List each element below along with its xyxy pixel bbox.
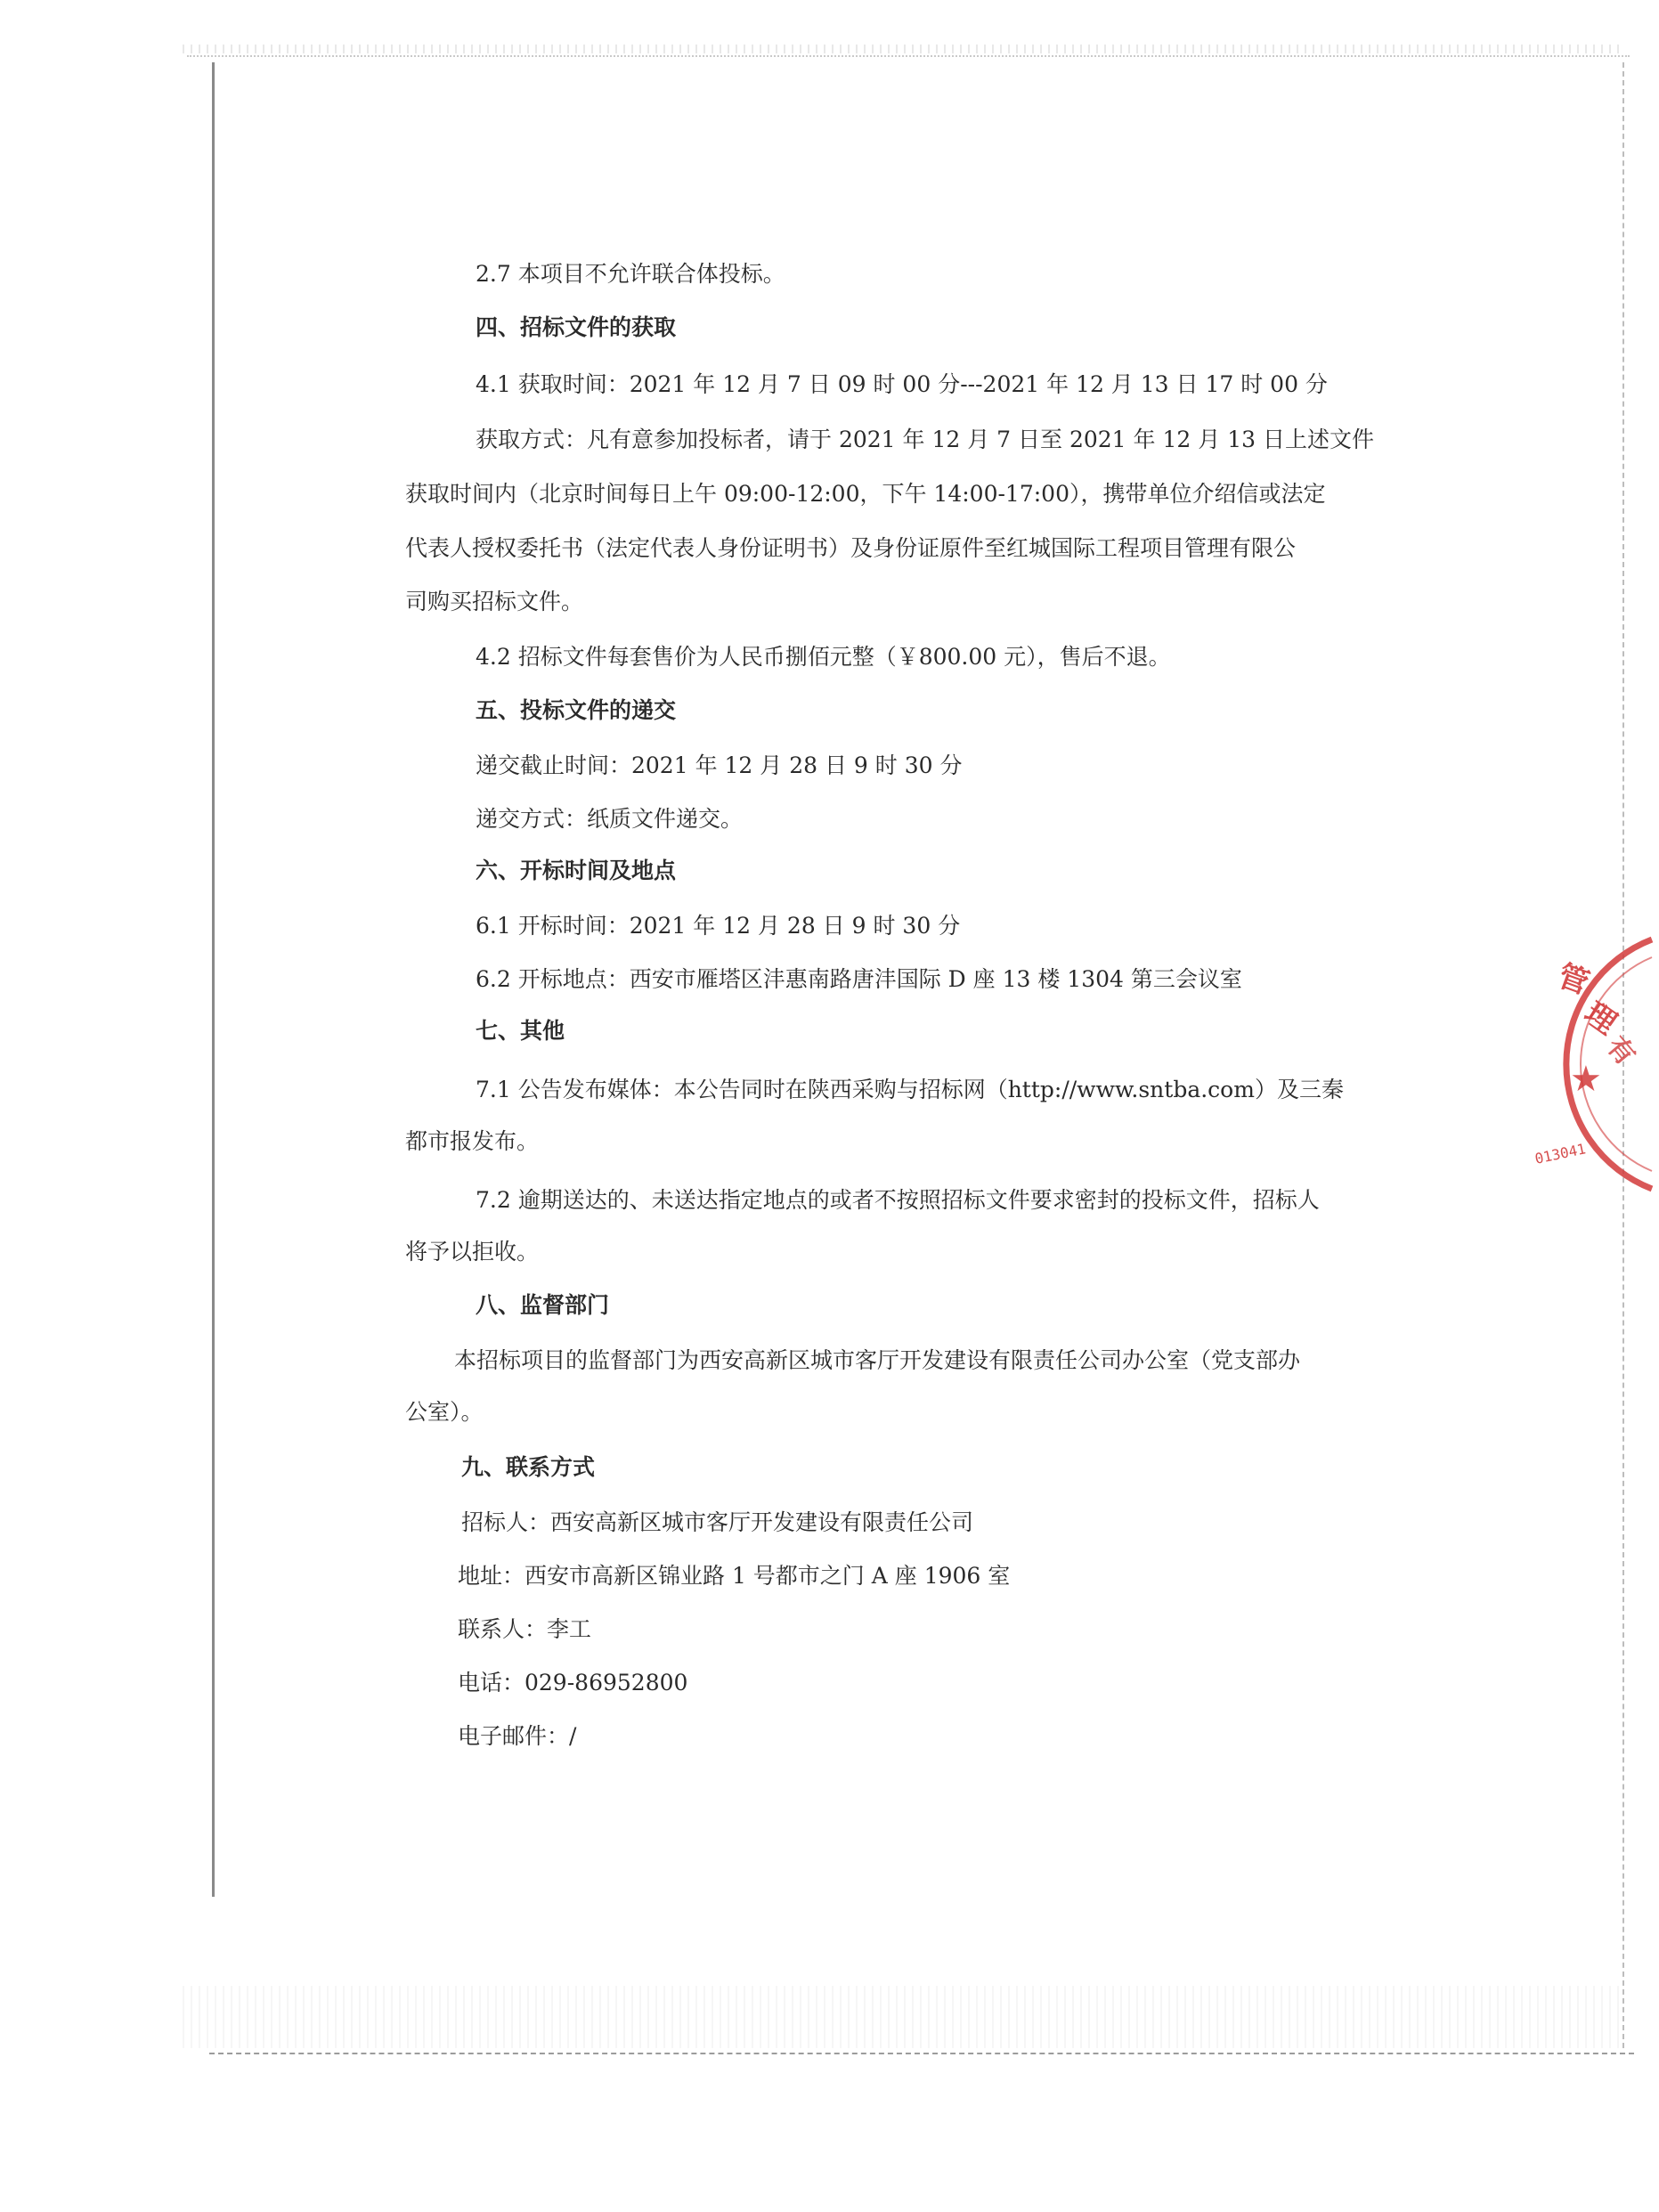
clause-8-line-1: 本招标项目的监督部门为西安高新区城市客厅开发建设有限责任公司办公室（党支部办 <box>454 1347 1301 1373</box>
section-heading-4: 四、招标文件的获取 <box>476 314 677 340</box>
clause-6-2: 6.2 开标地点：西安市雁塔区沣惠南路唐沣国际 D 座 13 楼 1304 第三会议室 <box>476 966 1242 992</box>
contact-phone: 电话：029-86952800 <box>458 1670 688 1696</box>
clause-4-method-line-1: 获取方式：凡有意参加投标者，请于 2021 年 12 月 7 日至 2021 年 12 月 13 日上述文件 <box>476 427 1374 452</box>
svg-text:管: 管 <box>1552 957 1594 1003</box>
section-heading-7: 七、其他 <box>476 1018 565 1044</box>
section-heading-5: 五、投标文件的递交 <box>476 697 677 723</box>
svg-text:★: ★ <box>1570 1059 1602 1100</box>
section-heading-8: 八、监督部门 <box>476 1292 610 1318</box>
clause-7-2-line-1: 7.2 逾期送达的、未送达指定地点的或者不按照招标文件要求密封的投标文件，招标人 <box>476 1187 1320 1213</box>
contact-email: 电子邮件：/ <box>458 1723 577 1749</box>
section-heading-9: 九、联系方式 <box>461 1454 596 1480</box>
clause-6-1: 6.1 开标时间：2021 年 12 月 28 日 9 时 30 分 <box>476 913 961 939</box>
svg-text:013041: 013041 <box>1533 1140 1588 1167</box>
clause-2-7: 2.7 本项目不允许联合体投标。 <box>476 261 785 287</box>
clause-4-1: 4.1 获取时间：2021 年 12 月 7 日 09 时 00 分---2021 年 12 月 13 日 17 时 00 分 <box>476 371 1328 397</box>
clause-8-line-2: 公室）。 <box>405 1399 484 1425</box>
clause-7-2-line-2: 将予以拒收。 <box>405 1239 540 1265</box>
contact-tenderer: 招标人：西安高新区城市客厅开发建设有限责任公司 <box>461 1509 974 1535</box>
clause-4-method-line-2: 获取时间内（北京时间每日上午 09:00-12:00，下午 14:00-17:00），携带单位介绍信或法定 <box>405 481 1326 507</box>
section-heading-6: 六、开标时间及地点 <box>476 858 677 883</box>
clause-7-1-line-1: 7.1 公告发布媒体：本公告同时在陕西采购与招标网（http://www.sntba.com）及三秦 <box>476 1077 1344 1102</box>
clause-7-1-line-2: 都市报发布。 <box>405 1128 540 1154</box>
clause-5-method: 递交方式：纸质文件递交。 <box>476 806 744 832</box>
contact-address: 地址：西安市高新区锦业路 1 号都市之门 A 座 1906 室 <box>458 1563 1011 1589</box>
svg-text:有: 有 <box>1599 1030 1641 1072</box>
svg-text:理: 理 <box>1577 995 1623 1042</box>
clause-4-method-line-3: 代表人授权委托书（法定代表人身份证明书）及身份证原件至红城国际工程项目管理有限公 <box>405 535 1297 561</box>
clause-4-method-line-4: 司购买招标文件。 <box>405 589 584 614</box>
clause-4-2: 4.2 招标文件每套售价为人民币捌佰元整（￥800.00 元），售后不退。 <box>476 644 1171 670</box>
contact-person: 联系人：李工 <box>458 1616 592 1642</box>
clause-5-deadline: 递交截止时间：2021 年 12 月 28 日 9 时 30 分 <box>476 752 963 778</box>
